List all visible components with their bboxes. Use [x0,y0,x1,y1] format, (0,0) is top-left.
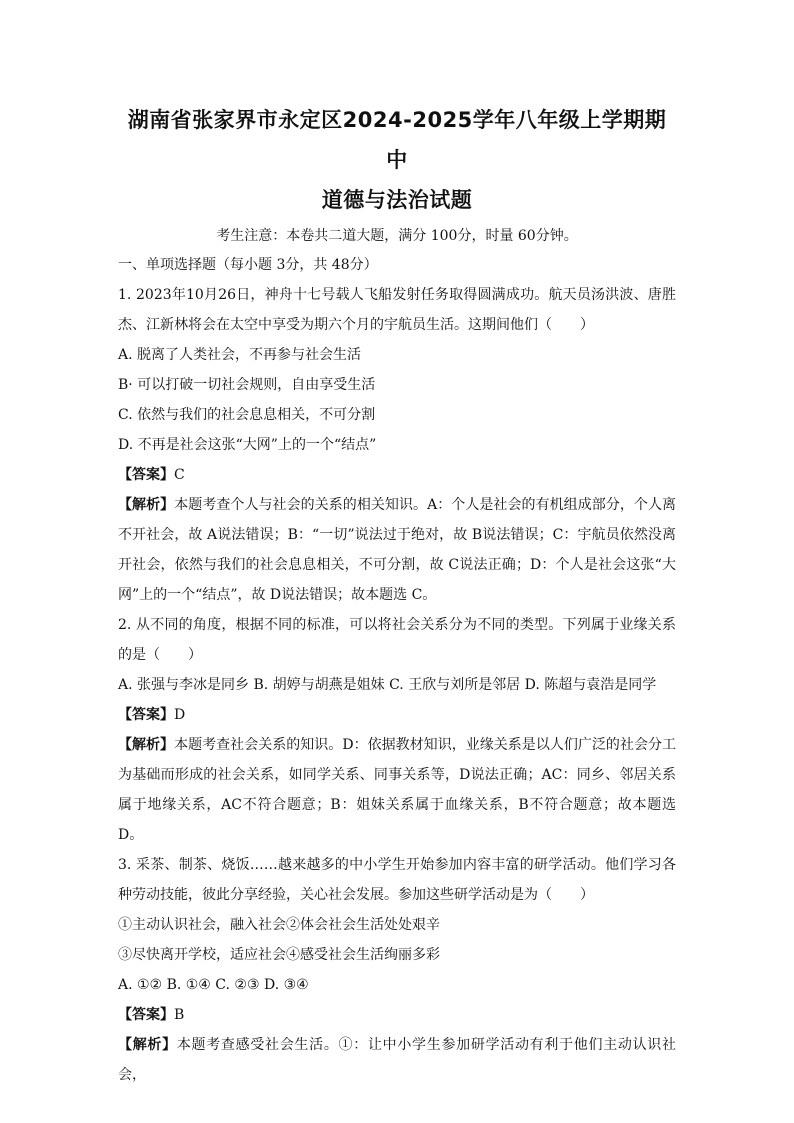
answer-value: C [174,467,185,483]
analysis-paragraph [118,1030,676,1090]
analysis-tag: 【解析】 [118,1037,177,1053]
option-a: A. 脱离了人类社会，不再参与社会生活 [118,347,362,363]
exam-notice: 考生注意：本卷共二道大题，满分 100分，时量 60分钟。 [216,228,578,244]
question-3 [118,850,676,1090]
analysis-text: 本题考查感受社会生活。①：让中小学生参加研学活动有利于他们主动认识社会， [118,1037,676,1083]
statements-line-2: ③尽快离开学校，适应社会④感受社会生活绚丽多彩 [118,947,440,963]
answer-line [118,1000,676,1030]
answer-tag: 【答案】 [118,1007,174,1023]
question-stem: 2. 从不同的角度，根据不同的标准，可以将社会关系分为不同的类型。下列属于业缘关系的是（ ） [118,617,676,663]
options-line: A. 张强与李冰是同乡 B. 胡婷与胡燕是姐妹 C. 王欣与刘所是邻居 D. 陈超与袁浩是同学 [118,677,657,693]
analysis-text: 本题考查社会关系的知识。D：依据教材知识，业缘关系是以人们广泛的社会分工为基础而形成的社会关系，如同学关系、同事关系等，D说法正确；AC：同乡、邻居关系属于地缘关系，AC不符合题意；B：姐妹关系属于血缘关系，B不符合题意；故本题选 D。 [118,737,677,843]
question-stem: 3. 采茶、制茶、烧饭……越来越多的中小学生开始参加内容丰富的研学活动。他们学习各种劳动技能，彼此分享经验，关心社会发展。参加这些研学活动是为（ ） [118,857,676,903]
statements-line-1: ①主动认识社会，融入社会②体会社会生活处处艰辛 [118,917,440,933]
title-line2: 道德与法治试题 [321,188,473,212]
answer-tag: 【答案】 [118,467,174,483]
answer-value: B [174,1007,185,1023]
question-1 [118,280,676,610]
analysis-text: 本题考查个人与社会的关系的相关知识。A：个人是社会的有机组成部分，个人离不开社会，故 A说法错误；B：“一切”说法过于绝对，故 B说法错误；C：宇航员依然没离开社会，依然与我们的社会息息相关，不可分割，故 C说法正确；D：个人是社会这张“大网”上的一个“结点”，故 D说法错误；故本题选 C。 [118,497,677,603]
answer-line [118,460,676,490]
analysis-tag: 【解析】 [118,497,175,513]
answer-line [118,700,676,730]
section-heading: 一、单项选择题（每小题 3分，共 48分） [118,257,378,273]
answer-value: D [174,707,186,723]
answer-tag: 【答案】 [118,707,174,723]
option-b: B· 可以打破一切社会规则，自由享受生活 [118,377,376,393]
question-stem: 1. 2023年10月26日，神舟十七号载人飞船发射任务取得圆满成功。航天员汤洪波、唐胜杰、江新林将会在太空中享受为期六个月的宇航员生活。这期间他们（ ） [118,287,676,333]
option-c: C. 依然与我们的社会息息相关，不可分割 [118,407,376,423]
analysis-paragraph [118,730,676,850]
question-2 [118,610,676,850]
option-d: D. 不再是社会这张“大网”上的一个“结点” [118,437,377,453]
analysis-paragraph [118,490,676,610]
analysis-tag: 【解析】 [118,737,175,753]
options-line: A. ①② B. ①④ C. ②③ D. ③④ [118,977,309,993]
title-line1: 湖南省张家界市永定区2024-2025学年八年级上学期期中 [127,108,667,172]
